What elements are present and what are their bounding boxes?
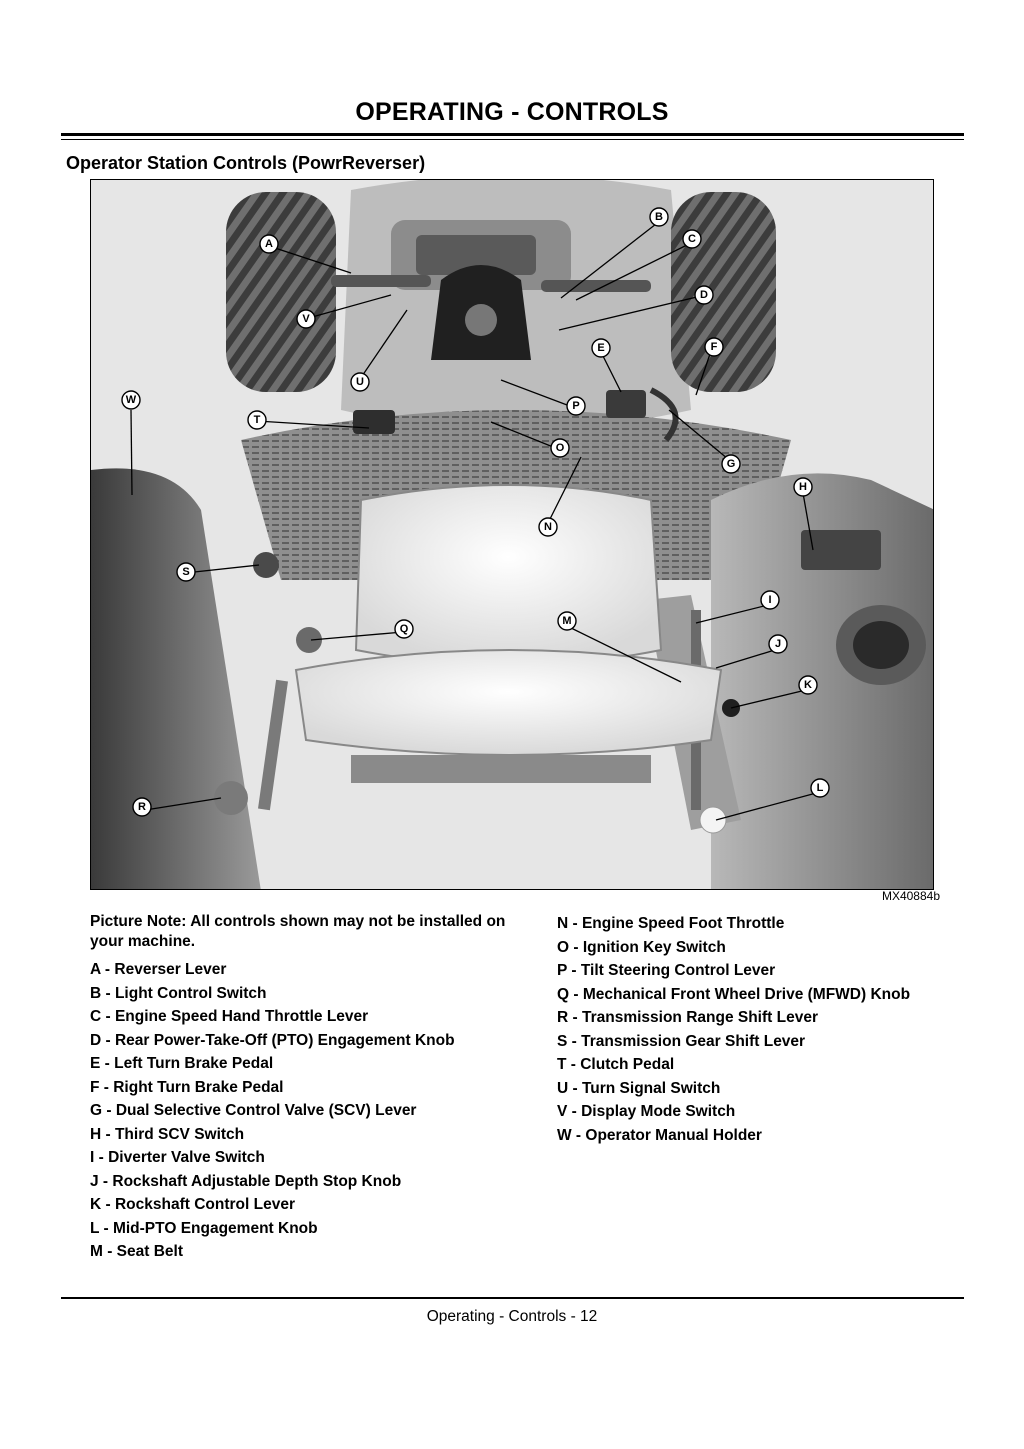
callout-r: R [138,801,146,813]
legend-item: U - Turn Signal Switch [557,1079,721,1097]
callout-b: B [655,211,663,223]
callout-p: P [572,400,580,412]
callout-d: D [700,289,708,301]
legend-item: O - Ignition Key Switch [557,938,726,956]
footer-rule [61,1297,964,1299]
legend-item: K - Rockshaft Control Lever [90,1196,295,1213]
legend-item: E - Left Turn Brake Pedal [90,1055,274,1072]
operator-station-illustration [90,179,934,890]
legend-item: S - Transmission Gear Shift Lever [557,1032,806,1050]
callout-e: E [597,342,605,354]
callout-g: G [726,458,736,470]
title-rule-thin [61,139,964,140]
legend-item: V - Display Mode Switch [557,1103,736,1120]
page-footer: Operating - Controls - 12 [426,1308,598,1325]
callout-o: O [555,442,565,454]
legend-item: H - Third SCV Switch [90,1125,245,1143]
callout-m: M [562,615,572,627]
legend-item: W - Operator Manual Holder [557,1126,762,1144]
callout-t: T [253,414,261,426]
callout-c: C [688,233,696,245]
legend-item: R - Transmission Range Shift Lever [557,1009,818,1026]
legend-item: F - Right Turn Brake Pedal [90,1078,284,1096]
legend-item: T - Clutch Pedal [557,1056,675,1073]
page-title: OPERATING - CONTROLS [355,98,669,126]
legend-item: D - Rear Power-Take-Off (PTO) Engagement Knob [90,1031,455,1049]
callout-a: A [265,238,273,250]
callout-j: J [774,638,782,650]
callout-l: L [816,782,824,794]
callout-u: U [356,376,364,388]
legend-item: A - Reverser Lever [90,961,227,978]
legend-right-column [557,912,957,1147]
figure-id: MX40884b [881,889,940,903]
legend-item: P - Tilt Steering Control Lever [557,962,776,979]
callout-i: I [768,594,772,606]
legend-item: L - Mid-PTO Engagement Knob [90,1219,318,1237]
callout-n: N [544,521,552,533]
callout-q: Q [399,623,409,635]
legend-item: C - Engine Speed Hand Throttle Lever [90,1008,369,1025]
callout-h: H [799,481,807,493]
callout-f: F [710,341,718,353]
callout-s: S [182,566,190,578]
legend-item: J - Rockshaft Adjustable Depth Stop Knob [90,1172,402,1190]
legend-item: M - Seat Belt [90,1243,184,1260]
callout-v: V [302,313,310,325]
legend-left-column [90,912,530,1264]
section-heading: Operator Station Controls (PowrReverser) [66,153,426,173]
callout-w: W [125,394,137,406]
legend-item: G - Dual Selective Control Valve (SCV) Lever [90,1102,417,1119]
callout-k: K [804,679,812,691]
title-rule-thick [61,133,964,136]
picture-note: Picture Note: All controls shown may not be installed on your machine. [90,913,506,950]
legend-item: Q - Mechanical Front Wheel Drive (MFWD) Knob [557,985,911,1003]
legend-item: I - Diverter Valve Switch [90,1149,265,1166]
legend-item: B - Light Control Switch [90,984,267,1002]
legend-item: N - Engine Speed Foot Throttle [557,915,785,932]
